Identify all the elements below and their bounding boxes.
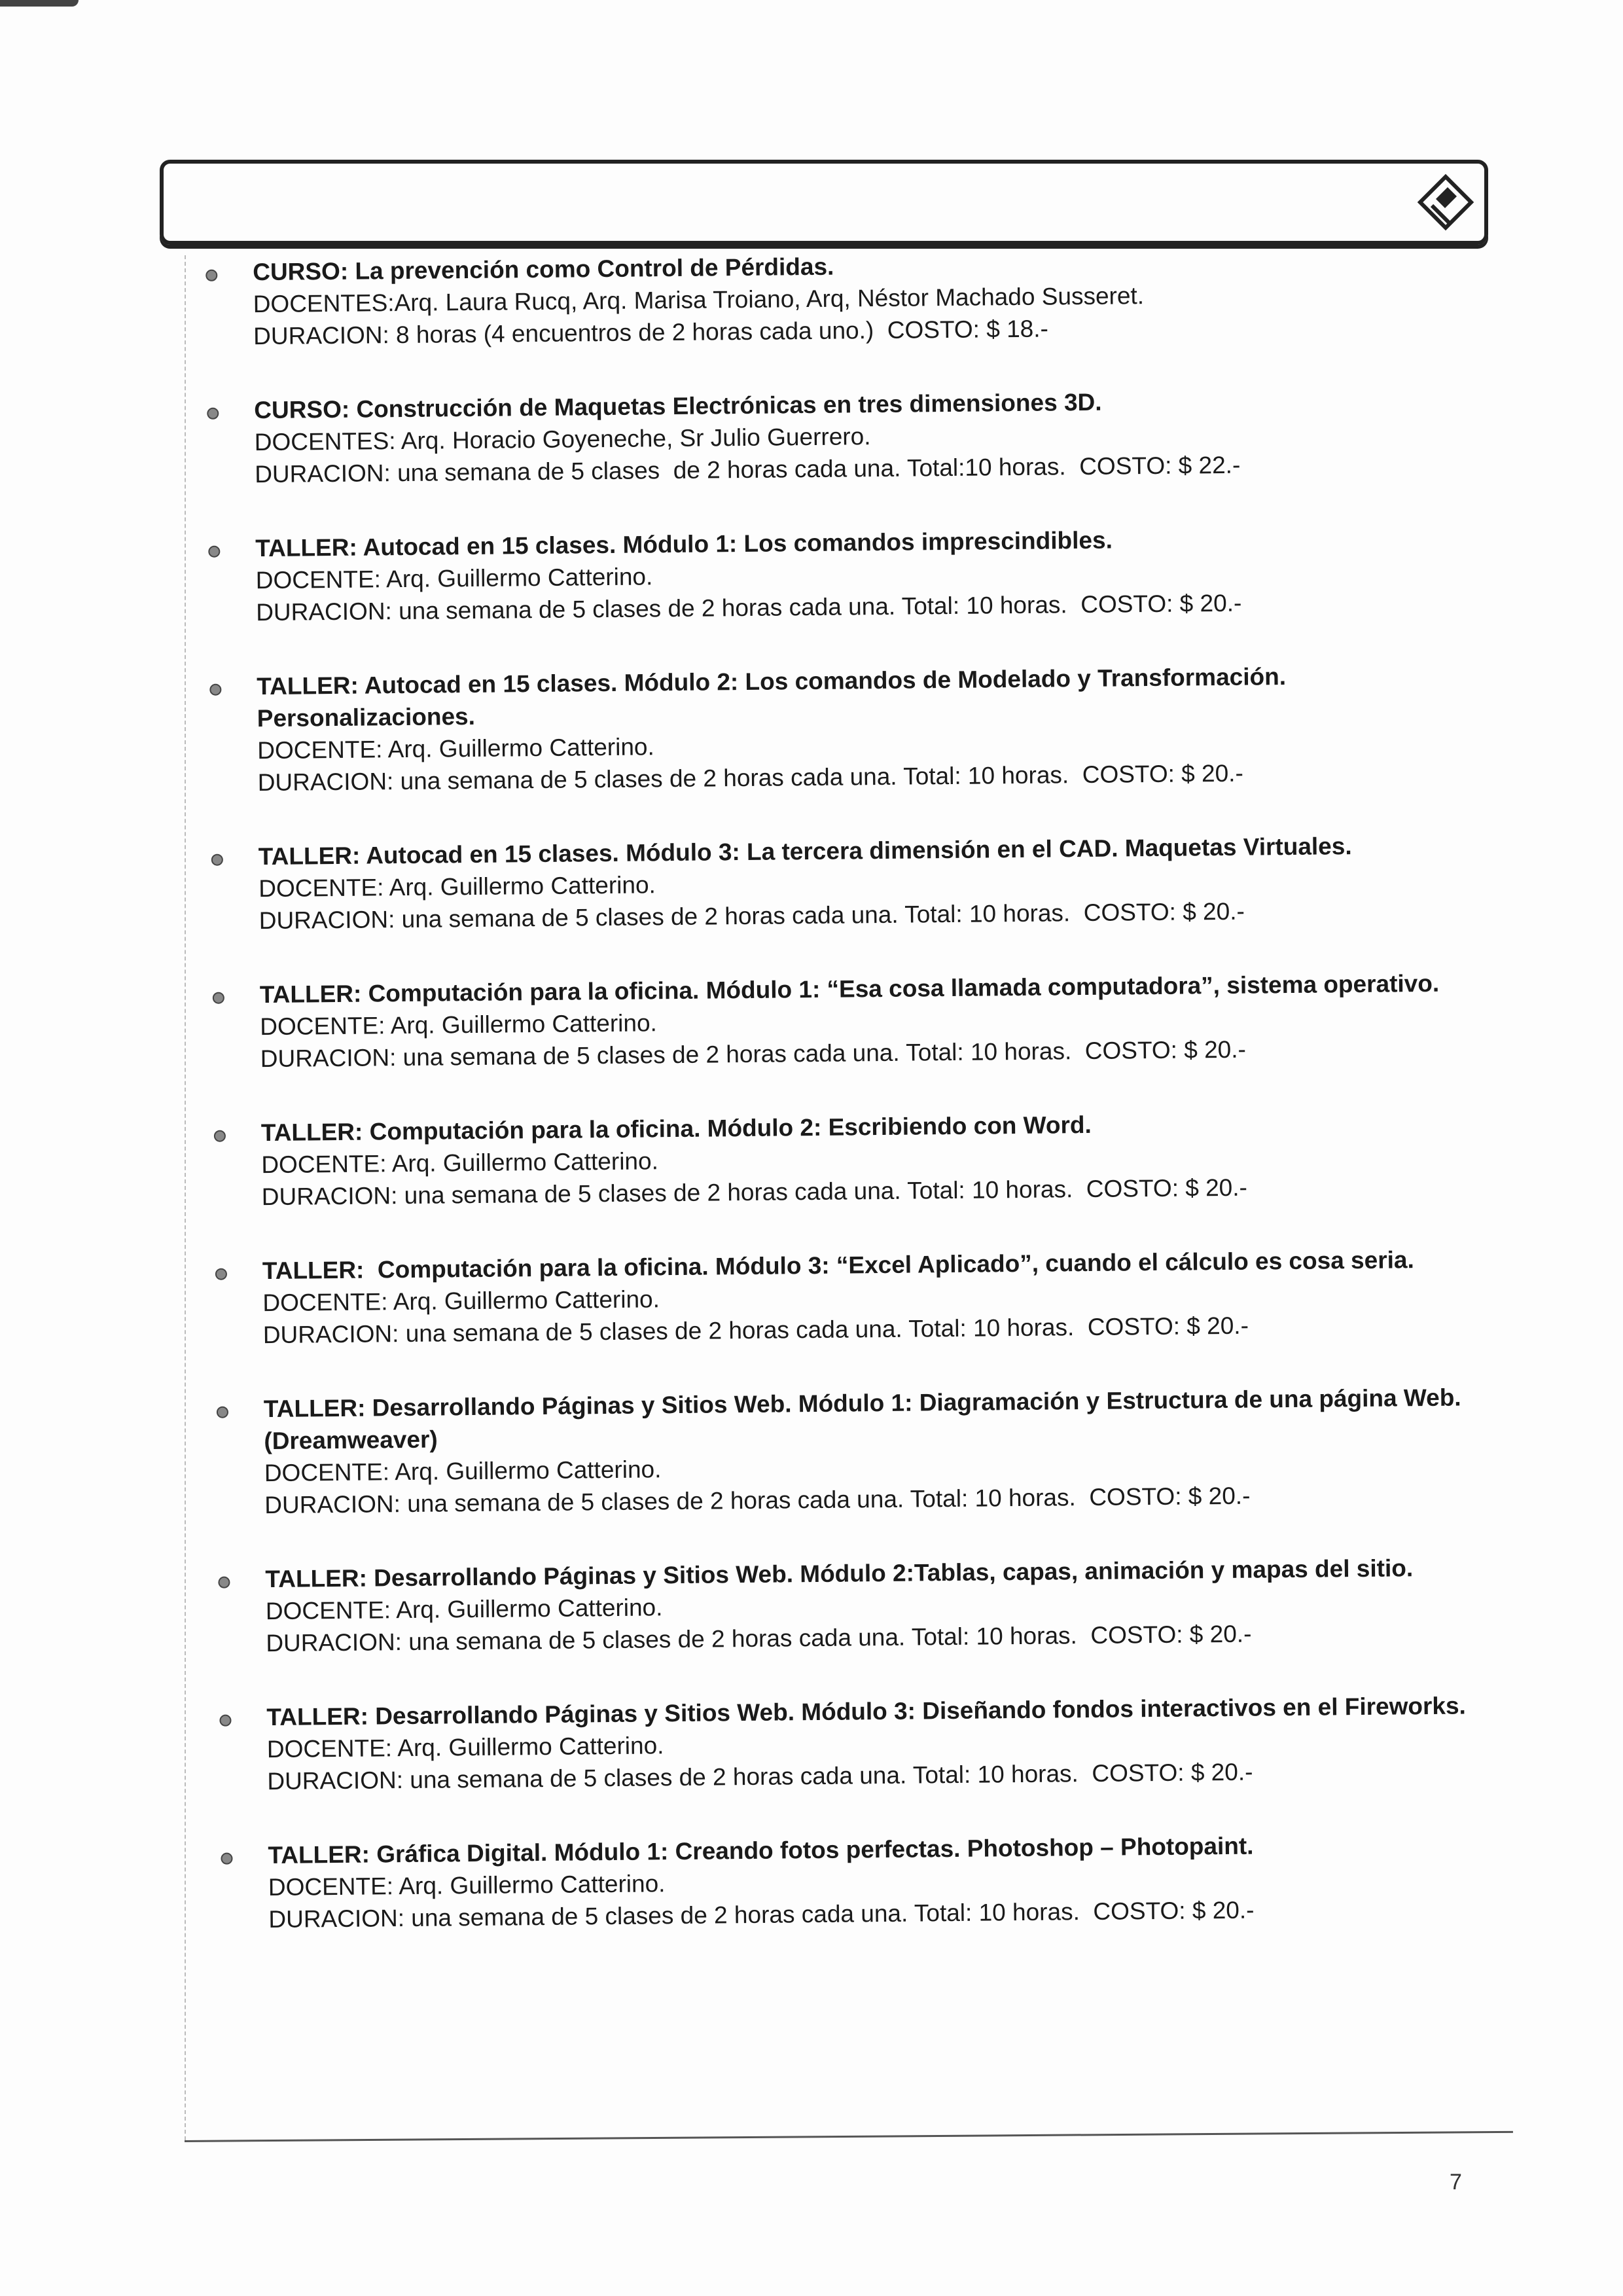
course-duration: DURACION: una semana de 5 clases de 2 horas cada una. Total: 10 horas. COSTO: $ 20.- (261, 1174, 1248, 1211)
page-number: 7 (1450, 2170, 1462, 2195)
list-item (198, 382, 1494, 491)
course-title: TALLER: Autocad en 15 clases. Módulo 2: Los comandos de Modelado y Transformación. Personalizaciones. (257, 662, 1293, 732)
bullet-icon (218, 1577, 230, 1588)
course-title: TALLER: Desarrollando Páginas y Sitios Web. Módulo 1: Diagramación y Estructura de una página Web. (Dreamweaver) (263, 1384, 1469, 1455)
course-duration: DURACION: una semana de 5 clases de 2 horas cada una. Total: 10 horas. COSTO: $ 20.- (267, 1758, 1253, 1795)
course-teachers: DOCENTE: Arq. Guillermo Catterino. (260, 1009, 658, 1041)
bullet-icon (217, 1407, 228, 1418)
bullet-icon (207, 408, 219, 420)
course-title: TALLER: Gráfica Digital. Módulo 1: Creando fotos perfectas. Photoshop – Photopaint. (268, 1832, 1254, 1869)
bullet-icon (221, 1853, 232, 1865)
course-teachers: DOCENTE: Arq. Guillermo Catterino. (268, 1870, 666, 1901)
list-item (202, 829, 1499, 937)
list-item (211, 1827, 1508, 1936)
list-item (205, 1105, 1501, 1213)
course-teachers: DOCENTE: Arq. Guillermo Catterino. (262, 1285, 660, 1317)
scan-artifact (0, 0, 79, 7)
course-title: TALLER: Desarrollando Páginas y Sitios Web. Módulo 3: Diseñando fondos interactivos en el Fireworks. (266, 1692, 1467, 1731)
course-title: TALLER: Autocad en 15 clases. Módulo 3: La tercera dimensión en el CAD. Maquetas Virtuales. (258, 833, 1352, 870)
course-teachers: DOCENTES:Arq. Laura Rucq, Arq. Marisa Troiano, Arq, Néstor Machado Susseret. (253, 282, 1145, 318)
course-duration: DURACION: una semana de 5 clases de 2 horas cada una. Total:10 horas. COSTO: $ 22.- (255, 451, 1241, 488)
list-item (206, 1243, 1503, 1352)
course-title: TALLER: Computación para la oficina. Módulo 3: “Excel Aplicado”, cuando el cálculo es cosa seria. (262, 1246, 1414, 1285)
course-duration: DURACION: una semana de 5 clases de 2 horas cada una. Total: 10 horas. COSTO: $ 20.- (264, 1482, 1251, 1519)
list-item (204, 967, 1500, 1075)
course-teachers: DOCENTE: Arq. Guillermo Catterino. (255, 563, 653, 594)
course-title: CURSO: Construcción de Maquetas Electrónicas en tres dimensiones 3D. (254, 388, 1102, 424)
list-item (207, 1381, 1505, 1522)
course-duration: DURACION: una semana de 5 clases de 2 horas cada una. Total: 10 horas. COSTO: $ 20.- (260, 1035, 1247, 1073)
course-teachers: DOCENTE: Arq. Guillermo Catterino. (257, 733, 654, 764)
course-duration: DURACION: una semana de 5 clases de 2 horas cada una. Total: 10 horas. COSTO: $ 20.- (266, 1620, 1252, 1657)
list-item (200, 658, 1497, 799)
course-teachers: DOCENTE: Arq. Guillermo Catterino. (264, 1456, 662, 1487)
course-teachers: DOCENTE: Arq. Guillermo Catterino. (266, 1732, 664, 1763)
list-item (209, 1551, 1505, 1660)
course-title: TALLER: Desarrollando Páginas y Sitios Web. Módulo 2:Tablas, capas, animación y mapas del sitio. (265, 1554, 1414, 1593)
course-duration: DURACION: una semana de 5 clases de 2 horas cada una. Total: 10 horas. COSTO: $ 20.- (259, 897, 1245, 935)
course-teachers: DOCENTE: Arq. Guillermo Catterino. (259, 871, 656, 903)
course-title: TALLER: Computación para la oficina. Módulo 2: Escribiendo con Word. (260, 1111, 1092, 1147)
course-title: TALLER: Autocad en 15 clases. Módulo 1: Los comandos imprescindibles. (255, 526, 1113, 562)
bullet-icon (215, 1268, 227, 1280)
course-duration: DURACION: una semana de 5 clases de 2 horas cada una. Total: 10 horas. COSTO: $ 20.- (257, 759, 1244, 797)
course-duration: DURACION: una semana de 5 clases de 2 horas cada una. Total: 10 horas. COSTO: $ 20.- (268, 1896, 1255, 1933)
course-list (196, 244, 1508, 1978)
institution-logo-icon (1416, 173, 1475, 232)
bullet-icon (205, 270, 217, 281)
header-frame (160, 160, 1488, 245)
bullet-icon (209, 684, 221, 696)
course-duration: DURACION: 8 horas (4 encuentros de 2 horas cada uno.) COSTO: $ 18.- (253, 315, 1049, 350)
course-teachers: DOCENTES: Arq. Horacio Goyeneche, Sr Julio Guerrero. (254, 423, 871, 456)
course-duration: DURACION: una semana de 5 clases de 2 horas cada una. Total: 10 horas. COSTO: $ 20.- (262, 1312, 1249, 1349)
course-title: CURSO: La prevención como Control de Pérdidas. (253, 253, 834, 286)
bullet-icon (214, 1130, 226, 1142)
list-item (199, 520, 1495, 629)
list-item (210, 1689, 1507, 1798)
list-item (196, 244, 1493, 353)
bullet-icon (213, 992, 224, 1004)
course-duration: DURACION: una semana de 5 clases de 2 horas cada una. Total: 10 horas. COSTO: $ 20.- (256, 589, 1242, 626)
bullet-icon (208, 546, 220, 558)
course-teachers: DOCENTE: Arq. Guillermo Catterino. (261, 1147, 659, 1179)
bullet-icon (219, 1715, 231, 1727)
course-teachers: DOCENTE: Arq. Guillermo Catterino. (265, 1594, 663, 1625)
course-title: TALLER: Computación para la oficina. Módulo 1: “Esa cosa llamada computadora”, sistema operativo. (259, 969, 1440, 1009)
bottom-rule (185, 2131, 1513, 2142)
left-margin-line (185, 255, 186, 2140)
bullet-icon (211, 854, 223, 866)
